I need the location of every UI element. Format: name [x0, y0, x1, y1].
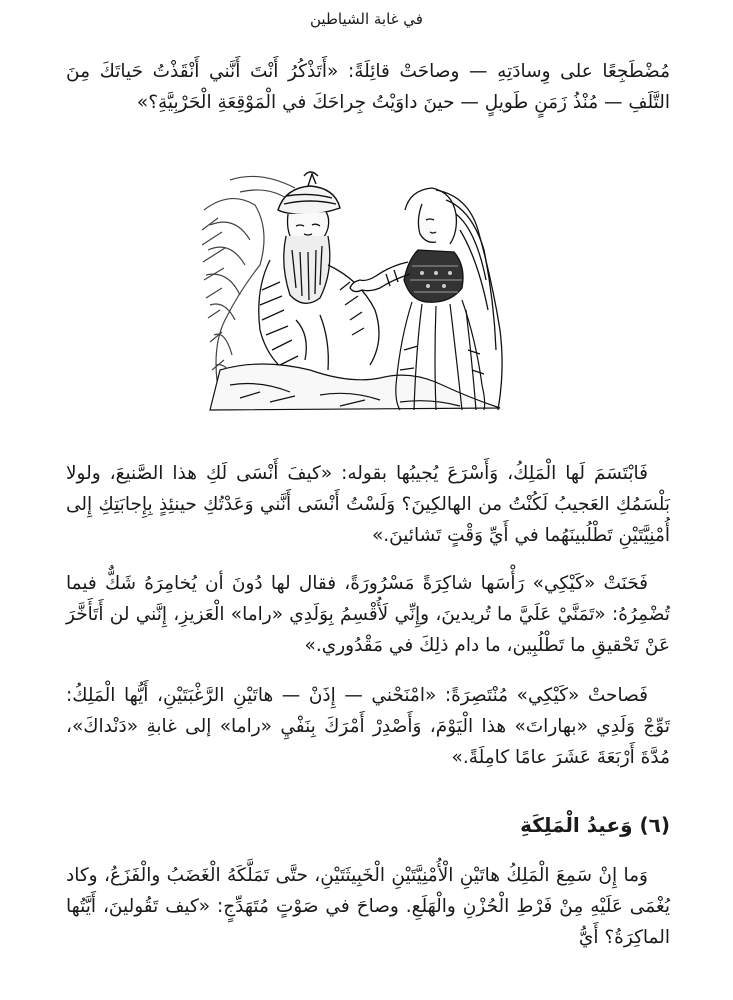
- illustration-king-and-queen: [200, 170, 510, 415]
- section-heading: (٦) وَعيدُ الْمَلِكَةِ: [520, 813, 670, 837]
- running-head: في غابة الشياطين: [310, 10, 423, 28]
- paragraph-2: فَابْتَسَمَ لَها الْمَلِكُ، وَأَسْرَعَ يُجيبُها بقوله: «كيفَ أَنْسَى لَكِ هذا الصَّنيعَ، ولولا بَلْسَمُكِ العَجيبُ لَكُنْتُ من الهالكِينَ؟ وَلَسْتُ أَنْسَى أَنَّني وَعَدْتُكِ حينئِذٍ بِإِجابَتِكِ إِلى أُمْنِيَّتَيْنِ تَطْلُبينَهُما في أَيِّ وَقْتٍ تَشائينَ.»: [66, 463, 670, 546]
- paragraph-3: فَحَنَتْ «كَيْكِي» رَأْسَها شاكِرَةً مَسْرُورَةً، فقال لها دُونَ أن يُخامِرَهُ شَكٌّ فيما تُضْمِرُهُ: «تَمَنَّيْ عَلَيَّ ما تُريدينَ، وإِنِّي لَأُقْسِمُ بِوَلَدِي «راما» الْعَزيزِ، إِنَّني لن أَتَأَخَّرَ عَنْ تَحْقيقِ ما تَطْلُبِين، ما دام ذلِكَ في مَقْدُوري.»: [66, 573, 670, 656]
- illustration-drawing: [200, 170, 510, 415]
- paragraph-4: فَصاحتْ «كَيْكِي» مُنْتَصِرَةً: «امْنَحْني — إِذَنْ — هاتَيْنِ الرَّغْبَتَيْنِ، أَيُّها الْمَلِكُ: تَوِّجْ وَلَدِي «بهاراتَ» هذا الْيَوْمَ، وَأَصْدِرْ أَمْرَكَ بِنَفْيِ «راما» إلى غابةِ «دَنْداكَ»، مُدَّةَ أَرْبَعَةَ عَشَرَ عامًا كامِلَةً.»: [66, 685, 670, 768]
- paragraph-5: وَما إِنْ سَمِعَ الْمَلِكُ هاتَيْنِ الْأُمْنِيَّتَيْنِ الْخَبِيثَتَيْنِ، حتَّى تَمَلَّكَهُ الْغَضَبُ والْفَزَعُ، وكاد يُغْمَى عَلَيْهِ مِنْ فَرْطِ الْحُزْنِ والْهَلَعِ. وصاحَ في صَوْتٍ مُتَهَدِّجٍ: «كيف تَقُولينَ، أَيَّتُها الماكِرَةُ؟ أَيُّ: [66, 865, 670, 948]
- paragraph-1: مُضْطَجِعًا على وِسادَتِهِ — وصاحَتْ قائِلَةً: «أَتَذْكُرُ أَنْتَ أَنَّني أَنْقَذْتُ حَياتَكَ مِنَ التَّلَفِ — مُنْذُ زَمَنٍ طَويلٍ — حينَ داوَيْتُ جِراحَكَ في الْمَوْقِعَةِ الْحَرْبِيَّةِ؟»: [66, 61, 670, 113]
